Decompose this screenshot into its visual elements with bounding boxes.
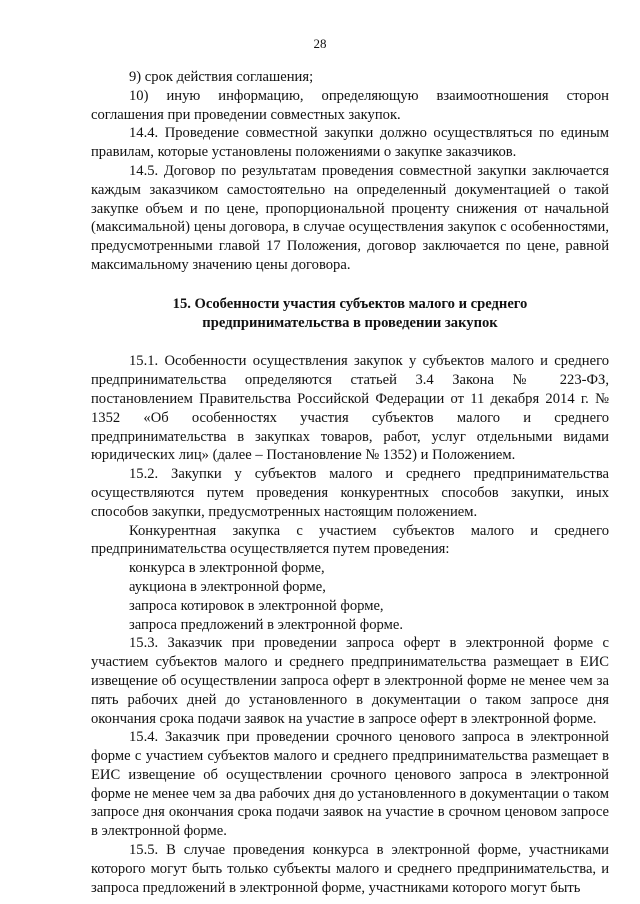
paragraph-15-2: 15.2. Закупки у субъектов малого и среднего предпринимательства осуществляются путем проведения конкурентных способов закупки, иных способов закупки, предусмотренных настоящим положением.: [91, 466, 609, 520]
list-item: запроса котировок в электронной форме,: [129, 597, 384, 614]
section-heading: 15. Особенности участия субъектов малого и среднего предпринимательства в проведении закупок: [172, 295, 528, 331]
list-item: конкурса в электронной форме,: [129, 560, 325, 577]
paragraph-15-5: 15.5. В случае проведения конкурса в электронной форме, участниками которого могут быть только субъекты малого и среднего предпринимательства, и запроса предложений в электронной форме, участниками которого могут быть: [91, 842, 609, 896]
paragraph-competitive-procurement: Конкурентная закупка с участием субъектов малого и среднего предпринимательства осуществляется путем проведения:: [91, 522, 609, 558]
page-number: 28: [313, 36, 327, 51]
list-item: аукциона в электронной форме,: [129, 578, 326, 595]
paragraph-14-4: 14.4. Проведение совместной закупки должно осуществляться по единым правилам, которые установлены положениями о закупке заказчиков.: [91, 125, 609, 161]
document-body: [91, 68, 609, 897]
paragraph-15-4: 15.4. Заказчик при проведении срочного ценового запроса в электронной форме с участием субъектов малого и среднего предпринимательства размещает в ЕИС извещение об осуществлении срочного ценового запроса в электронной форме не менее чем за два рабочих дня до установленного в документации о таком запросе дня окончания срока подачи заявок на участие в срочном ценовом запросе в электронной форме.: [91, 729, 609, 840]
paragraph-15-3: 15.3. Заказчик при проведении запроса оферт в электронной форме с участием субъектов малого и среднего предпринимательства размещает в ЕИС извещение об осуществлении запроса оферт в электронной форме не менее чем за пять рабочих дней до установленного в документации о таком запросе дня окончания срока подачи заявок на участие в запросе оферт в электронной форме.: [91, 635, 609, 727]
paragraph-15-1: 15.1. Особенности осуществления закупок у субъектов малого и среднего предпринимательства определяются статьей 3.4 Закона № 223-ФЗ, постановлением Правительства Российской Федерации от 11 декабря 2014 г. № 1352 «Об особенностях участия субъектов малого и среднего предпринимательства в закупках товаров, работ, услуг отдельными видами юридических лиц» (далее – Постановление № 1352) и Положением.: [91, 353, 609, 464]
list-item: запроса предложений в электронной форме.: [129, 616, 403, 633]
paragraph-14-5: 14.5. Договор по результатам проведения совместной закупки заключается каждым заказчиком самостоятельно на определенный документацией о такой закупке объем и по цене, пропорциональной проценту снижения от начальной (максимальной) цены договора, в случае осуществления закупок с особенностями, предусмотренными главой 17 Положения, договор заключается по цене, равной максимальному значению цены договора.: [91, 162, 609, 273]
paragraph-item-10: 10) иную информацию, определяющую взаимоотношения сторон соглашения при проведении совместных закупок.: [91, 87, 609, 123]
paragraph-item-9: 9) срок действия соглашения;: [129, 69, 314, 85]
